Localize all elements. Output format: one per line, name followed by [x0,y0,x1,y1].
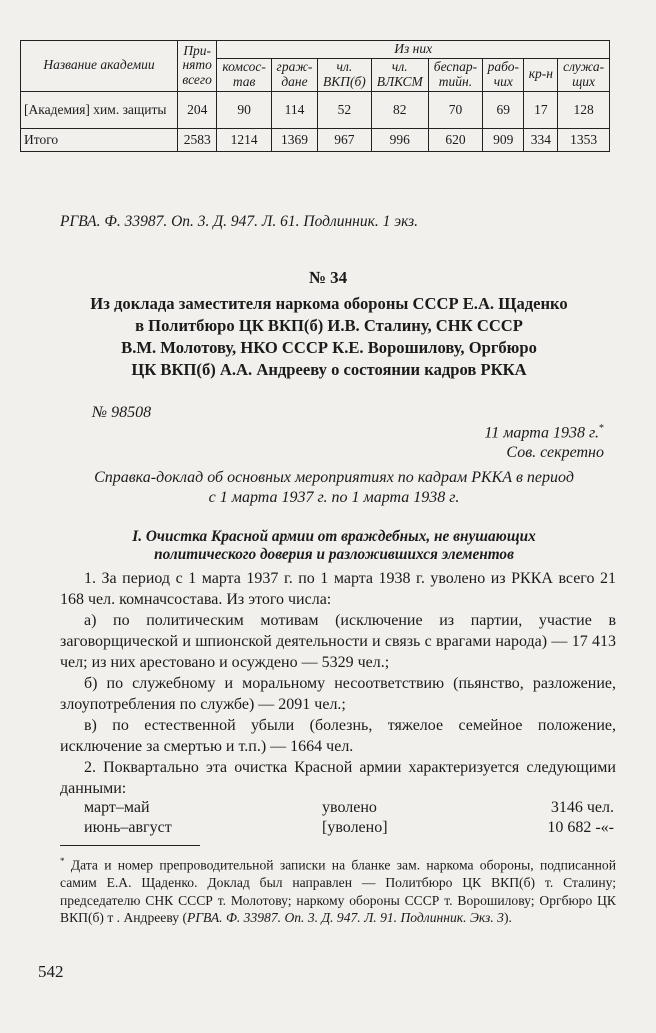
report-subtitle-line: с 1 марта 1937 г. по 1 марта 1938 г. [208,489,460,506]
footnote-text: Дата и номер препроводительной записки на бланке зам. наркома обороны, подписанной самим Е.А. Щаденко. Доклад был направлен — Политбюро ЦК ВКП(б) т. Сталину; председателю СНК СССР т. Молотову; наркому обороны СССР т. Ворошилову; Оргбюро ЦК ВКП(б) т . Андрееву ( [60,857,616,926]
cell-value: 1369 [271,128,317,151]
cell-value: 909 [483,128,524,151]
paragraph: б) по служебному и моральному несоответствию (пьянство, разложение, злоупотребления по службе) — 2091 чел.; [60,675,616,713]
period-count: 10 682 -«- [547,819,614,836]
col-header-vlksm: чл. ВЛКСМ [371,58,428,91]
table-row [21,91,610,128]
section-heading [76,528,592,564]
col-header-accepted: При- нято всего [178,41,217,92]
cell-value: 2583 [178,128,217,151]
cell-value: 996 [371,128,428,151]
cell-value: 52 [318,91,372,128]
col-header-nonparty: беспар- тийн. [428,58,482,91]
period-status: уволено [322,799,377,816]
col-header-komsostav: комсос- тав [217,58,272,91]
footnote-source: РГВА. Ф. 33987. Оп. 3. Д. 947. Л. 91. Подлинник. Экз. 3 [187,910,504,926]
cell-value: 114 [271,91,317,128]
cell-value: 1353 [558,128,610,151]
report-subtitle [56,468,612,508]
document-title [40,293,618,381]
cell-value: 620 [428,128,482,151]
period-label: июнь–август [84,819,172,836]
footnote-divider [60,845,200,846]
cell-value: 90 [217,91,272,128]
cell-value: 334 [524,128,558,151]
document-title-line: ЦК ВКП(б) А.А. Андрееву о состоянии кадров РККА [131,360,527,379]
document-number: № 34 [308,268,348,287]
cell-value: 128 [558,91,610,128]
cell-value: 1214 [217,128,272,151]
document-date [484,423,604,442]
list-item [60,798,616,818]
date-text: 11 марта 1938 г. [484,424,599,442]
registration-number: № 98508 [92,404,152,421]
cell-value: 70 [428,91,482,128]
col-header-of-them: Из них [217,41,610,59]
table-header-row [21,41,610,59]
academy-table [20,40,610,152]
cell-value: 17 [524,91,558,128]
table-row-total [21,128,610,151]
list-item [60,818,616,838]
document-title-line: Из доклада заместителя наркома обороны СССР Е.А. Щаденко [90,294,568,313]
col-header-employees: служа- щих [558,58,610,91]
report-subtitle-line: Справка-доклад об основных мероприятиях по кадрам РККА в период [94,469,574,486]
document-title-line: В.М. Молотову, НКО СССР К.Е. Ворошилову, Оргбюро [121,338,537,357]
col-header-civilians: граж- дане [271,58,317,91]
page-number: 542 [38,962,64,981]
paragraph: 1. За период с 1 марта 1937 г. по 1 марта 1938 г. уволено из РККА всего 21 168 чел. комначсостава. Из этого числа: [60,570,616,608]
paragraph: в) по естественной убыли (болезнь, тяжелое семейное положение, исключение за смертью и т.п.) — 1664 чел. [60,717,616,755]
col-header-vkpb: чл. ВКП(б) [318,58,372,91]
paragraph: а) по политическим мотивам (исключение из партии, участие в заговорщической и шпионской деятельности и связь с врагами народа) — 17 413 чел; из них арестовано и осуждено — 5329 чел.; [60,612,616,671]
col-header-name: Название академии [21,41,178,92]
footnote-mark: * [599,423,604,434]
cell-value: 204 [178,91,217,128]
period-status: [уволено] [322,819,388,836]
period-list [60,798,616,838]
section-heading-line: политического доверия и разложившихся элементов [154,546,514,563]
row-name: [Академия] хим. защиты [21,91,178,128]
body-text [60,568,616,799]
footnote-end: ). [503,910,512,926]
cell-value: 967 [318,128,372,151]
footnote [60,853,616,927]
table-source-reference: РГВА. Ф. 33987. Оп. 3. Д. 947. Л. 61. Подлинник. 1 экз. [60,213,419,230]
col-header-peasants: кр-н [524,58,558,91]
footnote-mark: * [60,856,65,866]
secrecy-stamp: Сов. секретно [506,444,604,461]
period-label: март–май [84,799,150,816]
row-name: Итого [21,128,178,151]
col-header-workers: рабо- чих [483,58,524,91]
paragraph: 2. Поквартально эта очистка Красной армии характеризуется следующими данными: [60,759,616,797]
period-count: 3146 чел. [550,799,614,816]
section-heading-line: I. Очистка Красной армии от враждебных, не внушающих [132,528,536,545]
cell-value: 82 [371,91,428,128]
cell-value: 69 [483,91,524,128]
document-title-line: в Политбюро ЦК ВКП(б) И.В. Сталину, СНК СССР [135,316,523,335]
